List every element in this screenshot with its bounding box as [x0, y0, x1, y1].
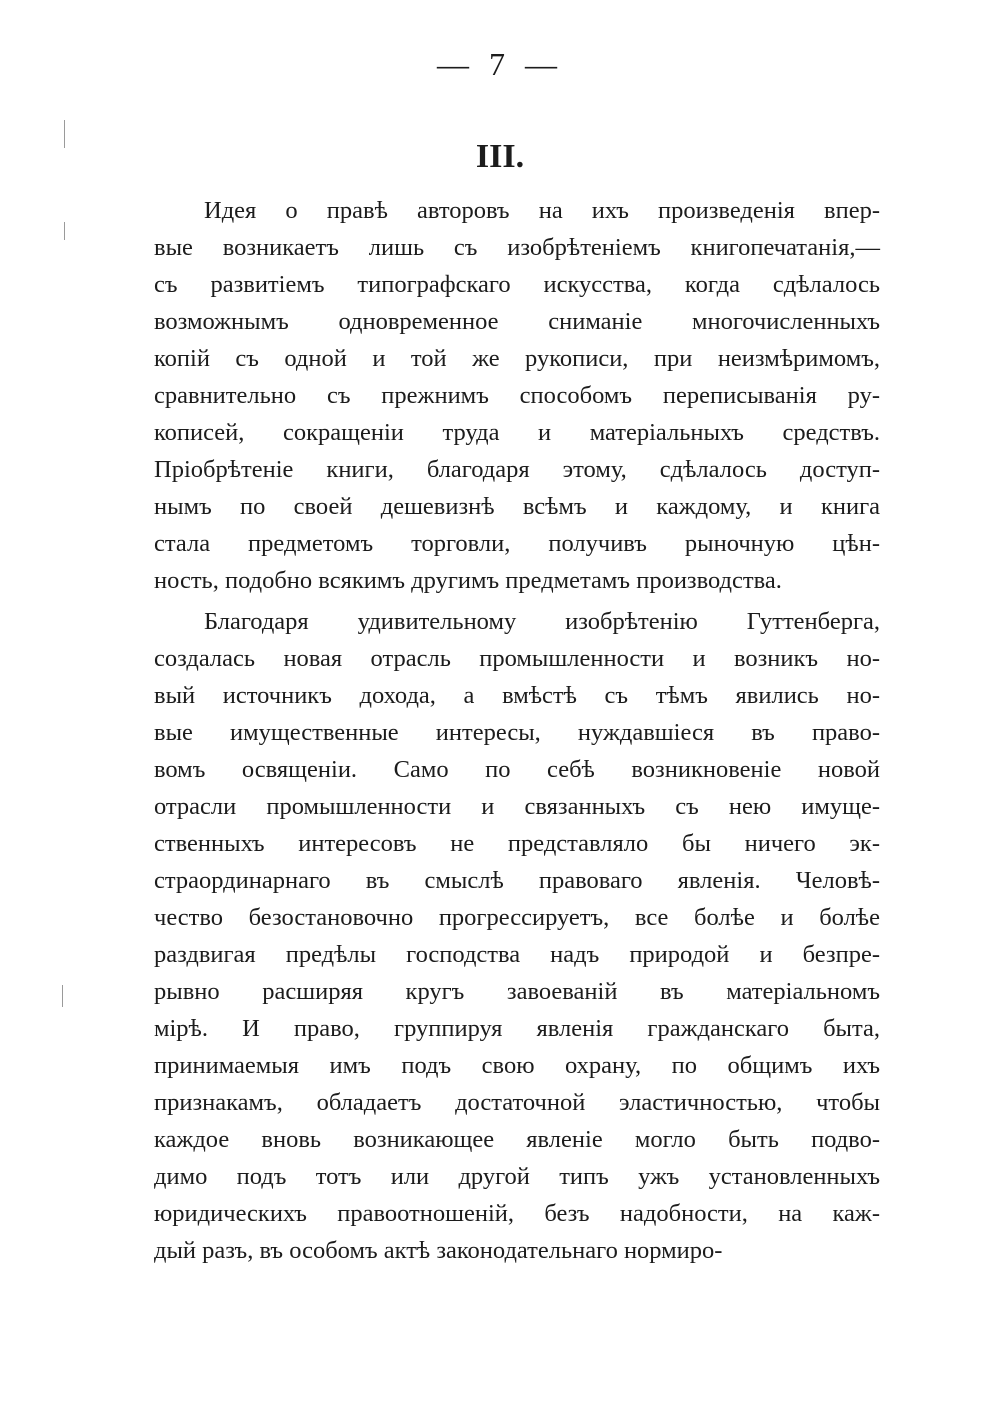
text-line: вомъ освященіи. Само по себѣ возникновеніе новой: [154, 756, 880, 783]
text-line: съ развитіемъ типографскаго искусства, когда сдѣлалось: [154, 271, 880, 298]
text-line: ственныхъ интересовъ не представляло бы ничего эк-: [154, 830, 880, 857]
text-line: юридическихъ правоотношеній, безъ надобности, на каж-: [154, 1200, 880, 1227]
text-line: вые имущественные интересы, нуждавшіеся въ право-: [154, 719, 880, 746]
text-line: мірѣ. И право, группируя явленія гражданскаго быта,: [154, 1015, 880, 1042]
body-text: [154, 192, 880, 1269]
text-line: кописей, сокращеніи труда и матеріальныхъ средствъ.: [154, 419, 880, 446]
chapter-title: III.: [475, 138, 525, 175]
text-line: каждое вновь возникающее явленіе могло быть подво-: [154, 1126, 880, 1153]
text-line: чество безостановочно прогрессируетъ, все болѣе и болѣе: [154, 904, 880, 931]
page-number: — 7 —: [437, 46, 563, 82]
margin-scratch: [64, 222, 65, 240]
paragraph-1: [154, 192, 880, 599]
text-line: ность, подобно всякимъ другимъ предметамъ производства.: [154, 567, 782, 594]
text-line: отрасли промышленности и связанныхъ съ нею имуще-: [154, 793, 880, 820]
paragraph-2: [154, 603, 880, 1269]
text-line: страординарнаго въ смыслѣ правоваго явленія. Человѣ-: [154, 867, 880, 894]
text-line: нымъ по своей дешевизнѣ всѣмъ и каждому, и книга: [154, 493, 880, 520]
margin-scratch: [62, 985, 63, 1007]
text-line: димо подъ тотъ или другой типъ ужъ установленныхъ: [154, 1163, 880, 1190]
text-line: вые возникаетъ лишь съ изобрѣтеніемъ книгопечатанія,—: [154, 234, 880, 261]
text-line: стала предметомъ торговли, получивъ рыночную цѣн-: [154, 530, 880, 557]
text-line: раздвигая предѣлы господства надъ природой и безпре-: [154, 941, 880, 968]
text-line: дый разъ, въ особомъ актѣ законодательнаго нормиро-: [154, 1237, 723, 1264]
text-line: создалась новая отрасль промышленности и возникъ но-: [154, 645, 880, 672]
text-line: возможнымъ одновременное сниманіе многочисленныхъ: [154, 308, 880, 335]
text-line: Благодаря удивительному изобрѣтенію Гуттенберга,: [204, 608, 880, 635]
text-line: Идея о правѣ авторовъ на ихъ произведенія впер-: [204, 197, 880, 224]
text-line: вый источникъ дохода, а вмѣстѣ съ тѣмъ явились но-: [154, 682, 880, 709]
text-line: признакамъ, обладаетъ достаточной эластичностью, чтобы: [154, 1089, 880, 1116]
text-line: копій съ одной и той же рукописи, при неизмѣримомъ,: [154, 345, 880, 372]
text-line: сравнительно съ прежнимъ способомъ переписыванія ру-: [154, 382, 880, 409]
text-line: Пріобрѣтеніе книги, благодаря этому, сдѣлалось доступ-: [154, 456, 880, 483]
text-line: рывно расширяя кругъ завоеваній въ матеріальномъ: [154, 978, 880, 1005]
text-line: принимаемыя имъ подъ свою охрану, по общимъ ихъ: [154, 1052, 880, 1079]
